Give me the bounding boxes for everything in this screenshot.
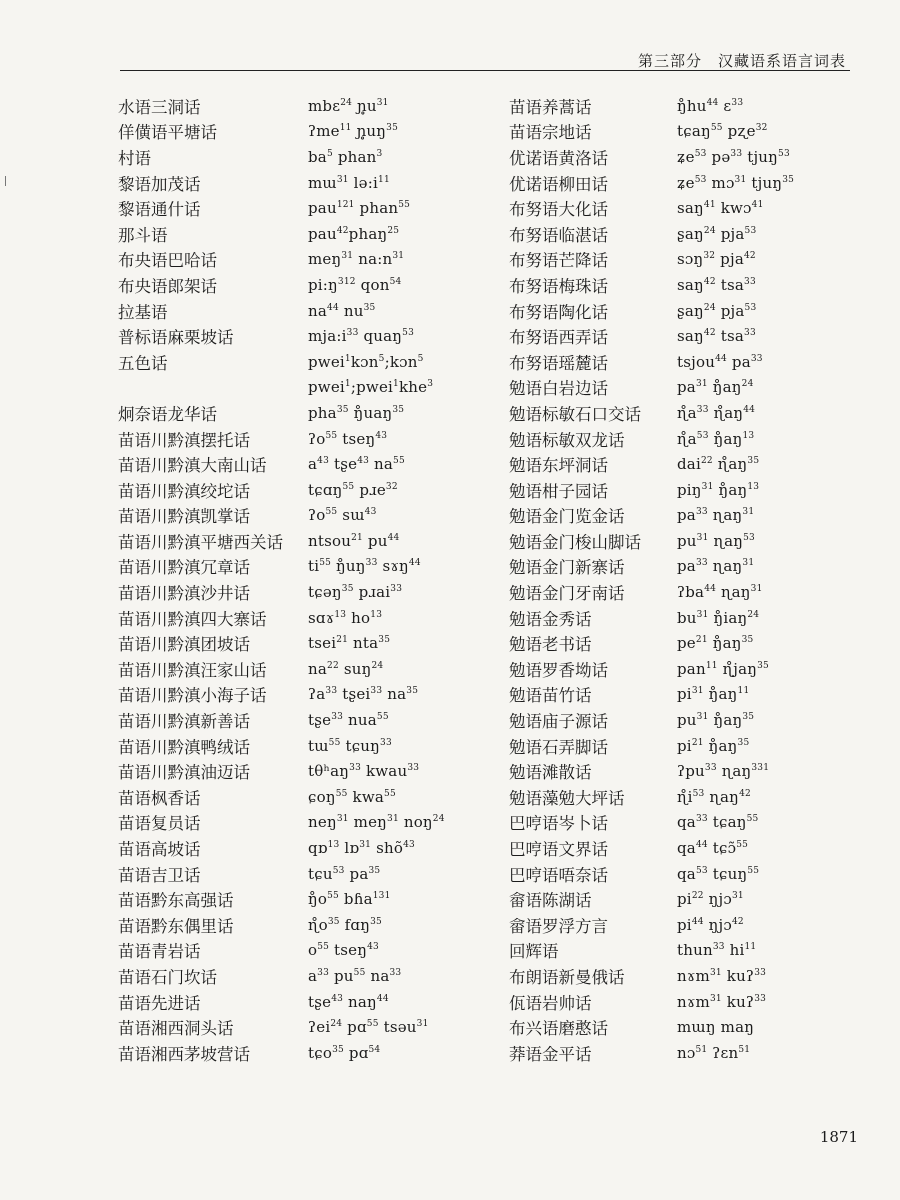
entry-row [509, 400, 794, 426]
entry-row [118, 656, 445, 682]
entry-row [118, 835, 445, 861]
language-name: 苗语川黔滇新善话 [118, 712, 250, 732]
language-name: 佤语岩帅话 [509, 993, 592, 1013]
entry-row [118, 426, 445, 452]
language-name: 苗语青岩话 [118, 942, 201, 962]
word-form: mbɛ$^{24}$ $ɲ̥u^{31}$ [308, 96, 389, 115]
language-name: 苗语川黔滇绞坨话 [118, 481, 250, 501]
word-form: $ba^5$ phan$^3$ [308, 147, 383, 166]
entry-row [509, 1040, 794, 1066]
entry-row [509, 451, 794, 477]
word-form: ɕoŋ$^{55}$ kwa$^{55}$ [308, 787, 396, 806]
language-name: 炯奈语龙华话 [118, 404, 217, 424]
entry-row [118, 93, 445, 119]
entry-row [509, 144, 794, 170]
language-name: 五色话 [118, 353, 168, 373]
language-name: 布努语临湛话 [509, 225, 608, 245]
word-form: ʂaŋ$^{24}$ pja$^{53}$ [677, 301, 757, 320]
entry-row [509, 656, 794, 682]
word-form: $a^{43}$ tʂe$^{43}$ $na^{55}$ [308, 455, 405, 474]
entry-row [118, 682, 445, 708]
language-name: 布努语梅珠话 [509, 276, 608, 296]
language-name: 村语 [118, 148, 151, 168]
entry-row [509, 247, 794, 273]
language-name: 苗语川黔滇油迈话 [118, 763, 250, 783]
language-name: 苗语养蒿话 [509, 97, 592, 117]
language-name: 苗语枫香话 [118, 788, 201, 808]
language-name: 勉语东坪洞话 [509, 456, 608, 476]
language-name: 苗语川黔滇汪家山话 [118, 660, 267, 680]
word-form: $na^{44}$ $nu^{35}$ [308, 301, 376, 320]
word-form: $a^{33}$ $pu^{55}$ $na^{33}$ [308, 966, 402, 985]
word-form: $ɳ̊o^{35}$ fɑŋ$^{35}$ [308, 915, 382, 934]
language-name: 布努语芒降话 [509, 251, 608, 271]
word-form: tθʰaŋ$^{33}$ kwau$^{33}$ [308, 762, 420, 781]
word-form: saŋ$^{42}$ tsa$^{33}$ [677, 327, 756, 346]
language-name: 苗语湘西洞头话 [118, 1019, 234, 1039]
word-form: nɤm$^{31}$ kuʔ$^{33}$ [677, 966, 767, 985]
language-name: 勉语庙子源话 [509, 712, 608, 732]
word-form: sɑɤ$^{13}$ $ho^{13}$ [308, 608, 383, 627]
word-form: $ti^{55}$ $ŋ̊uŋ^{33}$ sɤŋ$^{44}$ [308, 557, 421, 576]
word-form: ntsou$^{21}$ $pu^{44}$ [308, 531, 400, 550]
language-name: 布努语西弄话 [509, 328, 608, 348]
entry-row [509, 938, 794, 964]
word-form: pau$^{42}$phaŋ$^{25}$ [308, 224, 400, 243]
word-form: pwei$^1$;pwei$^1$khe$^3$ [308, 378, 434, 397]
word-form: $qa^{33}$ tɕaŋ$^{55}$ [677, 813, 759, 832]
entry-row [509, 195, 794, 221]
language-name: 勉语金秀话 [509, 609, 592, 629]
language-name: 苗语吉卫话 [118, 865, 201, 885]
word-form: $pa^{33}$ ɳaŋ$^{31}$ [677, 557, 755, 576]
word-form: nɔ$^{51}$ ʔɛn$^{51}$ [677, 1043, 751, 1062]
language-name: 苗语川黔滇大南山话 [118, 456, 267, 476]
entry-row [509, 989, 794, 1015]
entry-row [118, 323, 445, 349]
word-form: ʂaŋ$^{24}$ pja$^{53}$ [677, 224, 757, 243]
entry-row [509, 707, 794, 733]
entry-row [118, 963, 445, 989]
language-name: 勉语金门览金话 [509, 507, 625, 527]
word-form: $pe^{21}$ $ŋ̊aŋ^{35}$ [677, 634, 754, 653]
word-form: nɤm$^{31}$ kuʔ$^{33}$ [677, 992, 767, 1011]
language-name: 布努语瑶麓话 [509, 353, 608, 373]
language-name: 勉语滩散话 [509, 763, 592, 783]
language-name: 苗语石门坎话 [118, 967, 217, 987]
language-name: 布央语巴哈话 [118, 251, 217, 271]
entry-row [509, 272, 794, 298]
entry-row [509, 375, 794, 401]
word-form: tɕaŋ$^{55}$ pʐe$^{32}$ [677, 122, 768, 141]
word-form: tɕo$^{35}$ pɑ$^{54}$ [308, 1043, 381, 1062]
entry-row [118, 170, 445, 196]
entry-row [118, 912, 445, 938]
entry-row [509, 426, 794, 452]
entry-row [509, 810, 794, 836]
word-form: piŋ$^{31}$ $ŋ̊aŋ^{13}$ [677, 480, 760, 499]
entry-row [118, 400, 445, 426]
right-column [509, 93, 794, 1066]
entry-row [509, 835, 794, 861]
word-form: ʔpu$^{33}$ ɳaŋ$^{331}$ [677, 762, 770, 781]
language-name: 那斗语 [118, 225, 168, 245]
language-name: 拉基语 [118, 302, 168, 322]
language-name: 畲语罗浮方言 [509, 916, 608, 936]
entry-row [118, 886, 445, 912]
entry-row [509, 1014, 794, 1040]
language-name: 苗语川黔滇摆托话 [118, 430, 250, 450]
word-form: $pu^{31}$ ɳaŋ$^{53}$ [677, 531, 755, 550]
word-form: ʔo$^{55}$ sɯ$^{43}$ [308, 506, 377, 525]
language-name: 佯僙语平塘话 [118, 123, 217, 143]
language-name: 布朗语新曼俄话 [509, 967, 625, 987]
language-name: 勉语藻勉大坪话 [509, 788, 625, 808]
entry-row [509, 912, 794, 938]
entry-row [118, 554, 445, 580]
word-form: $pa^{31}$ $ŋ̊aŋ^{24}$ [677, 378, 754, 397]
word-form: sɔŋ$^{32}$ pja$^{42}$ [677, 250, 756, 269]
language-name: 勉语老书话 [509, 635, 592, 655]
entry-row [118, 1014, 445, 1040]
language-name: 苗语黔东高强话 [118, 891, 234, 911]
word-form: $ɳ̊i^{53}$ ɳaŋ$^{42}$ [677, 787, 751, 806]
entry-row [118, 349, 445, 375]
entry-row [118, 605, 445, 631]
entry-row [118, 938, 445, 964]
word-form: neŋ$^{31}$ meŋ$^{31}$ noŋ$^{24}$ [308, 813, 445, 832]
language-name: 苗语复员话 [118, 814, 201, 834]
language-name: 苗语湘西茅坡营话 [118, 1044, 250, 1064]
word-form: $pi:ŋ^{312}$ qon$^{54}$ [308, 275, 402, 294]
language-name: 苗语川黔滇冗章话 [118, 558, 250, 578]
word-form: $ŋ̊hu^{44}$ ɛ$^{33}$ [677, 96, 744, 115]
entry-row [509, 886, 794, 912]
entry-row [118, 1040, 445, 1066]
language-name: 优诺语黄洛话 [509, 148, 608, 168]
entry-row [118, 579, 445, 605]
word-form: saŋ$^{42}$ tsa$^{33}$ [677, 275, 756, 294]
word-form: mɯ$^{31}$ $lə:i^{11}$ [308, 173, 390, 192]
language-name: 苗语川黔滇平塘西关话 [118, 532, 283, 552]
entry-row [118, 989, 445, 1015]
word-form: pau$^{121}$ phan$^{55}$ [308, 199, 411, 218]
language-name: 勉语金门牙南话 [509, 584, 625, 604]
entry-row [118, 272, 445, 298]
word-form: $bu^{31}$ ŋ̊iaŋ$^{24}$ [677, 608, 760, 627]
language-name: 苗语川黔滇团坡话 [118, 635, 250, 655]
word-form: pwei$^1$kɔn$^5$;kɔn$^5$ [308, 352, 424, 371]
word-form: $mja:i^{33}$ quaŋ$^{53}$ [308, 327, 415, 346]
word-form: saŋ$^{41}$ kwɔ$^{41}$ [677, 199, 764, 218]
language-name: 勉语白岩边话 [509, 379, 608, 399]
word-form: ʑe$^{53}$ mɔ$^{31}$ tjuŋ$^{35}$ [677, 173, 795, 192]
word-form: $na^{22}$ suŋ$^{24}$ [308, 659, 384, 678]
entry-row [509, 221, 794, 247]
language-name: 勉语标敏石口交话 [509, 404, 641, 424]
entry-row [509, 349, 794, 375]
entry-row [509, 605, 794, 631]
word-form: ʔba$^{44}$ ɳaŋ$^{31}$ [677, 583, 763, 602]
word-form: $pi^{44}$ ŋjɔ$^{42}$ [677, 915, 744, 934]
entry-row [509, 528, 794, 554]
entry-row [118, 195, 445, 221]
entry-row [118, 630, 445, 656]
entry-row [118, 528, 445, 554]
entry-row [509, 477, 794, 503]
language-name: 布兴语磨憨话 [509, 1019, 608, 1039]
entry-row [118, 221, 445, 247]
entry-row [509, 298, 794, 324]
word-form: $pi^{31}$ $ŋ̊aŋ^{11}$ [677, 685, 750, 704]
entry-row [118, 758, 445, 784]
entry-row [118, 375, 445, 401]
language-name: 苗语宗地话 [509, 123, 592, 143]
word-form: thun$^{33}$ $hi^{11}$ [677, 941, 757, 960]
word-form: pha$^{35}$ ŋ̊uaŋ$^{35}$ [308, 403, 405, 422]
word-form: tɯ$^{55}$ tɕuŋ$^{33}$ [308, 736, 392, 755]
entry-row [509, 554, 794, 580]
language-name: 畲语陈湖话 [509, 891, 592, 911]
entry-row [118, 733, 445, 759]
entry-row [118, 247, 445, 273]
entry-row [118, 861, 445, 887]
language-name: 勉语金门梭山脚话 [509, 532, 641, 552]
language-name: 巴哼语岑卜话 [509, 814, 608, 834]
entry-row [118, 707, 445, 733]
word-form: ʔme$^{11}$ $ɲ̥uŋ^{35}$ [308, 122, 399, 141]
word-form: tɕɑŋ$^{55}$ pɹe$^{32}$ [308, 480, 398, 499]
word-form: $pu^{31}$ $ŋ̊aŋ^{35}$ [677, 711, 755, 730]
language-name: 苗语先进话 [118, 993, 201, 1013]
word-form: $pi^{22}$ ŋjɔ$^{31}$ [677, 890, 744, 909]
word-form: pan$^{11}$ ɳ̊jaŋ$^{35}$ [677, 659, 769, 678]
language-name: 优诺语柳田话 [509, 174, 608, 194]
word-form: ʔei$^{24}$ pɑ$^{55}$ tsəu$^{31}$ [308, 1018, 429, 1037]
word-form: $o^{55}$ tseŋ$^{43}$ [308, 941, 379, 960]
language-name: 苗语川黔滇鸭绒话 [118, 737, 250, 757]
entry-row [118, 477, 445, 503]
entry-row [118, 503, 445, 529]
word-form: ʑe$^{53}$ pə$^{33}$ tjuŋ$^{53}$ [677, 147, 790, 166]
word-form: tsei$^{21}$ nta$^{35}$ [308, 634, 391, 653]
language-name: 黎语通什话 [118, 200, 201, 220]
word-form: $ŋ̊o^{55}$ bɦa$^{131}$ [308, 890, 391, 909]
entry-row [509, 682, 794, 708]
left-column [118, 93, 445, 1066]
language-name: 巴哼语唔奈话 [509, 865, 608, 885]
word-form: tɕu$^{53}$ $pa^{35}$ [308, 864, 381, 883]
entry-row [118, 784, 445, 810]
language-name: 布努语大化话 [509, 200, 608, 220]
word-form: qɒ$^{13}$ lɒ$^{31}$ shõ$^{43}$ [308, 839, 415, 858]
word-form: $qa^{44}$ tɕɔ̃$^{55}$ [677, 839, 749, 858]
entry-row [509, 170, 794, 196]
word-form: tɕəŋ$^{35}$ pɹai$^{33}$ [308, 583, 403, 602]
entry-row [118, 144, 445, 170]
language-name: 苗语川黔滇沙井话 [118, 584, 250, 604]
entry-row [509, 630, 794, 656]
language-name: 苗语黔东偶里话 [118, 916, 234, 936]
language-name: 回辉语 [509, 942, 559, 962]
language-name: 水语三洞话 [118, 97, 201, 117]
language-name: 普标语麻栗坡话 [118, 328, 234, 348]
language-name: 苗语川黔滇小海子话 [118, 686, 267, 706]
entry-row [509, 503, 794, 529]
language-name: 黎语加茂话 [118, 174, 201, 194]
entry-row [509, 784, 794, 810]
word-form: $ɳ̊a^{53}$ $ŋ̊aŋ^{13}$ [677, 429, 755, 448]
word-form: meŋ$^{31}$ $na:n^{31}$ [308, 250, 405, 269]
language-name: 布央语郎架话 [118, 276, 217, 296]
word-form: ʔa$^{33}$ tʂei$^{33}$ $na^{35}$ [308, 685, 419, 704]
entry-row [118, 119, 445, 145]
entry-row [509, 119, 794, 145]
entry-row [509, 733, 794, 759]
entry-row [118, 298, 445, 324]
entry-row [509, 93, 794, 119]
word-form: $pa^{33}$ ɳaŋ$^{31}$ [677, 506, 755, 525]
language-name: 苗语高坡话 [118, 840, 201, 860]
language-name: 勉语金门新寨话 [509, 558, 625, 578]
entry-row [509, 758, 794, 784]
word-form: mɯŋ maŋ [677, 1018, 755, 1037]
running-header [120, 44, 850, 71]
word-form: tsjou$^{44}$ $pa^{33}$ [677, 352, 763, 371]
language-name: 苗语川黔滇四大寨话 [118, 609, 267, 629]
header-title: 第三部分 汉藏语系语言词表 [637, 52, 846, 70]
entry-row [509, 963, 794, 989]
word-form: $pi^{21}$ $ŋ̊aŋ^{35}$ [677, 736, 750, 755]
language-name: 苗语川黔滇凯掌话 [118, 507, 250, 527]
word-form: ʔo$^{55}$ tseŋ$^{43}$ [308, 429, 388, 448]
word-form: tʂe$^{43}$ naŋ$^{44}$ [308, 992, 389, 1011]
word-form: $ɳ̊a^{33}$ $ɳ̊aŋ^{44}$ [677, 403, 756, 422]
entry-row [509, 579, 794, 605]
entry-row [509, 323, 794, 349]
language-name: 勉语罗香坳话 [509, 660, 608, 680]
word-form: dai$^{22}$ $ɳ̊aŋ^{35}$ [677, 455, 760, 474]
language-name: 勉语苗竹话 [509, 686, 592, 706]
word-form: tʂe$^{33}$ nua$^{55}$ [308, 711, 389, 730]
margin-mark [5, 176, 6, 186]
entry-row [509, 861, 794, 887]
language-name: 布努语陶化话 [509, 302, 608, 322]
language-name: 巴哼语文界话 [509, 840, 608, 860]
language-name: 勉语标敏双龙话 [509, 430, 625, 450]
word-form: $qa^{53}$ tɕuŋ$^{55}$ [677, 864, 760, 883]
language-name: 莽语金平话 [509, 1044, 592, 1064]
language-name: 勉语柑子园话 [509, 481, 608, 501]
entry-row [118, 451, 445, 477]
language-name: 勉语石弄脚话 [509, 737, 608, 757]
entry-row [118, 810, 445, 836]
page-number: 1871 [819, 1128, 858, 1146]
